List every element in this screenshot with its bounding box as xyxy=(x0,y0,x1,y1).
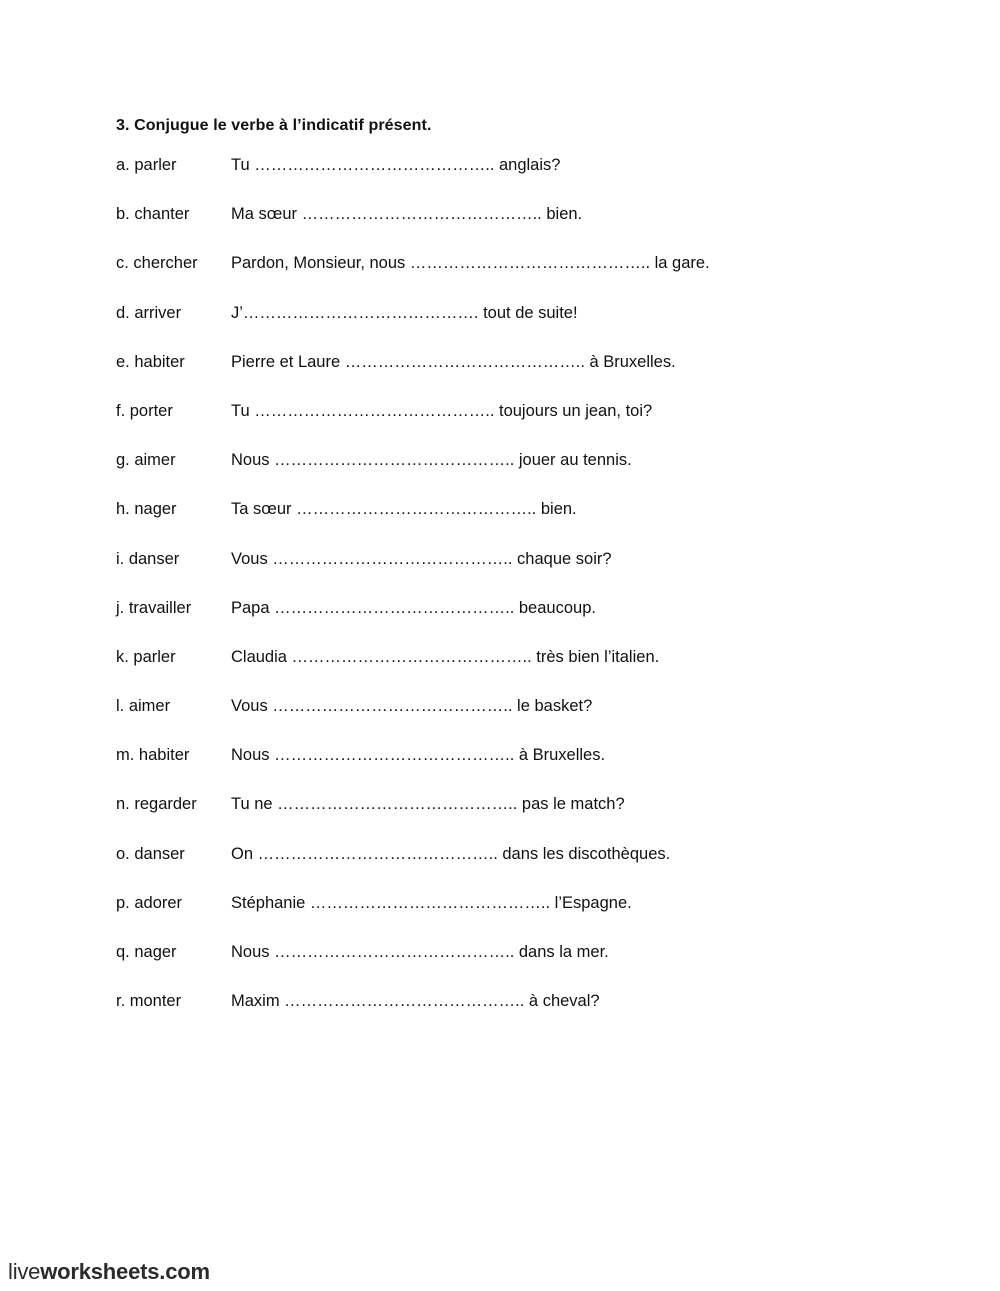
exercise-item xyxy=(116,648,976,697)
answer-blank[interactable]: …………………………………….. xyxy=(344,352,585,371)
exercise-item xyxy=(116,451,976,500)
sentence-end: dans la mer. xyxy=(514,943,609,961)
logo-live-text: live xyxy=(8,1259,41,1284)
sentence-end: chaque soir? xyxy=(512,549,612,568)
sentence xyxy=(231,254,976,273)
sentence xyxy=(231,795,976,814)
verb-label: i. danser xyxy=(116,549,180,568)
sentence xyxy=(231,943,976,962)
answer-blank[interactable]: …………………………………….. xyxy=(274,943,515,961)
answer-blank[interactable]: …………………………………….. xyxy=(274,598,515,617)
verb-label: l. aimer xyxy=(116,697,171,716)
sentence xyxy=(231,648,976,667)
sentence-start: On xyxy=(231,844,258,863)
sentence xyxy=(231,205,976,224)
verb-label: p. adorer xyxy=(116,893,183,912)
verb-label: g. aimer xyxy=(116,451,176,470)
sentence-end: à Bruxelles. xyxy=(584,352,676,371)
verb-label: c. chercher xyxy=(116,254,198,273)
sentence-start: Pardon, Monsieur, nous xyxy=(231,254,410,273)
sentence xyxy=(231,599,976,618)
verb-label: h. nager xyxy=(116,500,177,519)
verb-label: m. habiter xyxy=(116,746,190,765)
sentence xyxy=(231,697,976,716)
exercise-item xyxy=(116,550,976,599)
answer-blank[interactable]: …………………………………….. xyxy=(309,893,551,912)
sentence xyxy=(231,992,976,1011)
exercise-item xyxy=(116,500,976,549)
sentence xyxy=(231,451,976,470)
sentence-start: Papa xyxy=(231,598,275,617)
sentence-start: Ma sœur xyxy=(231,205,302,224)
answer-blank[interactable]: …………………………………… xyxy=(242,303,474,322)
sentence-start: Nous xyxy=(231,451,275,470)
sentence-start: Vous xyxy=(231,697,273,716)
sentence-end: à Bruxelles. xyxy=(514,746,606,765)
sentence-end: bien. xyxy=(536,500,577,519)
answer-blank[interactable]: …………………………………….. xyxy=(274,451,515,470)
answer-blank[interactable]: …………………………………….. xyxy=(296,500,537,519)
sentence-start: Maxim xyxy=(231,992,285,1011)
exercise-item xyxy=(116,205,976,254)
sentence xyxy=(231,845,976,864)
answer-blank[interactable]: …………………………………….. xyxy=(254,401,495,420)
answer-blank[interactable]: …………………………………….. xyxy=(257,844,498,863)
answer-blank[interactable]: …………………………………….. xyxy=(409,254,651,273)
sentence xyxy=(231,500,976,519)
verb-label: n. regarder xyxy=(116,795,197,814)
sentence xyxy=(231,353,976,372)
sentence-start: Nous xyxy=(231,943,275,961)
answer-blank[interactable]: …………………………………….. xyxy=(291,647,532,666)
answer-blank[interactable]: …………………………………….. xyxy=(301,205,542,224)
exercise-list xyxy=(116,156,976,1041)
exercise-item xyxy=(116,943,976,992)
exercise-item xyxy=(116,992,976,1041)
sentence-start: Claudia xyxy=(231,647,292,666)
answer-blank[interactable]: …………………………………….. xyxy=(284,992,525,1011)
sentence-start: J’ xyxy=(231,303,243,322)
verb-label: e. habiter xyxy=(116,352,185,371)
sentence-start: Tu ne xyxy=(231,795,278,814)
sentence xyxy=(231,304,976,323)
sentence-end: . tout de suite! xyxy=(473,303,578,322)
sentence xyxy=(231,894,976,913)
sentence-end: dans les discothèques. xyxy=(497,844,671,863)
answer-blank[interactable]: …………………………………….. xyxy=(272,697,513,716)
liveworksheets-logo[interactable] xyxy=(8,1259,210,1285)
sentence-start: Vous xyxy=(231,549,273,568)
verb-label: q. nager xyxy=(116,943,177,961)
exercise-title: 3. Conjugue le verbe à l’indicatif présent. xyxy=(116,117,432,134)
exercise-item xyxy=(116,599,976,648)
exercise-item xyxy=(116,894,976,943)
sentence-end: jouer au tennis. xyxy=(514,451,632,470)
sentence-end: toujours un jean, toi? xyxy=(494,401,653,420)
sentence-start: Stéphanie xyxy=(231,893,310,912)
exercise-item xyxy=(116,402,976,451)
verb-label: b. chanter xyxy=(116,205,190,224)
sentence-end: anglais? xyxy=(494,156,561,174)
sentence-end: le basket? xyxy=(512,697,593,716)
sentence-end: très bien l’italien. xyxy=(531,647,660,666)
exercise-item xyxy=(116,697,976,746)
sentence xyxy=(231,550,976,569)
answer-blank[interactable]: …………………………………….. xyxy=(254,156,495,174)
sentence-start: Tu xyxy=(231,401,255,420)
exercise-item xyxy=(116,746,976,795)
logo-worksheets-text: worksheets xyxy=(40,1259,160,1284)
sentence-end: beaucoup. xyxy=(514,598,596,617)
verb-label: o. danser xyxy=(116,844,185,863)
sentence xyxy=(231,402,976,421)
verb-label: a. parler xyxy=(116,156,177,174)
sentence-end: pas le match? xyxy=(517,795,625,814)
exercise-item xyxy=(116,156,976,205)
exercise-item xyxy=(116,353,976,402)
verb-label: f. porter xyxy=(116,401,173,420)
answer-blank[interactable]: …………………………………….. xyxy=(272,549,513,568)
sentence-end: bien. xyxy=(541,205,583,224)
verb-label: j. travailler xyxy=(116,598,192,617)
sentence-end: à cheval? xyxy=(524,992,600,1011)
exercise-item xyxy=(116,845,976,894)
sentence-start: Ta sœur xyxy=(231,500,297,519)
verb-label: r. monter xyxy=(116,992,182,1011)
sentence-start: Pierre et Laure xyxy=(231,352,345,371)
sentence-end: la gare. xyxy=(650,254,710,273)
exercise-item xyxy=(116,795,976,844)
exercise-item xyxy=(116,304,976,353)
sentence-end: l’Espagne. xyxy=(550,893,632,912)
sentence-start: Tu xyxy=(231,156,255,174)
answer-blank[interactable]: …………………………………….. xyxy=(274,746,515,765)
sentence-start: Nous xyxy=(231,746,275,765)
verb-label: k. parler xyxy=(116,647,176,666)
logo-domain-text: .com xyxy=(159,1259,210,1284)
sentence xyxy=(231,746,976,765)
answer-blank[interactable]: …………………………………….. xyxy=(277,795,518,814)
sentence xyxy=(231,156,976,175)
verb-label: d. arriver xyxy=(116,303,182,322)
exercise-item xyxy=(116,254,976,303)
